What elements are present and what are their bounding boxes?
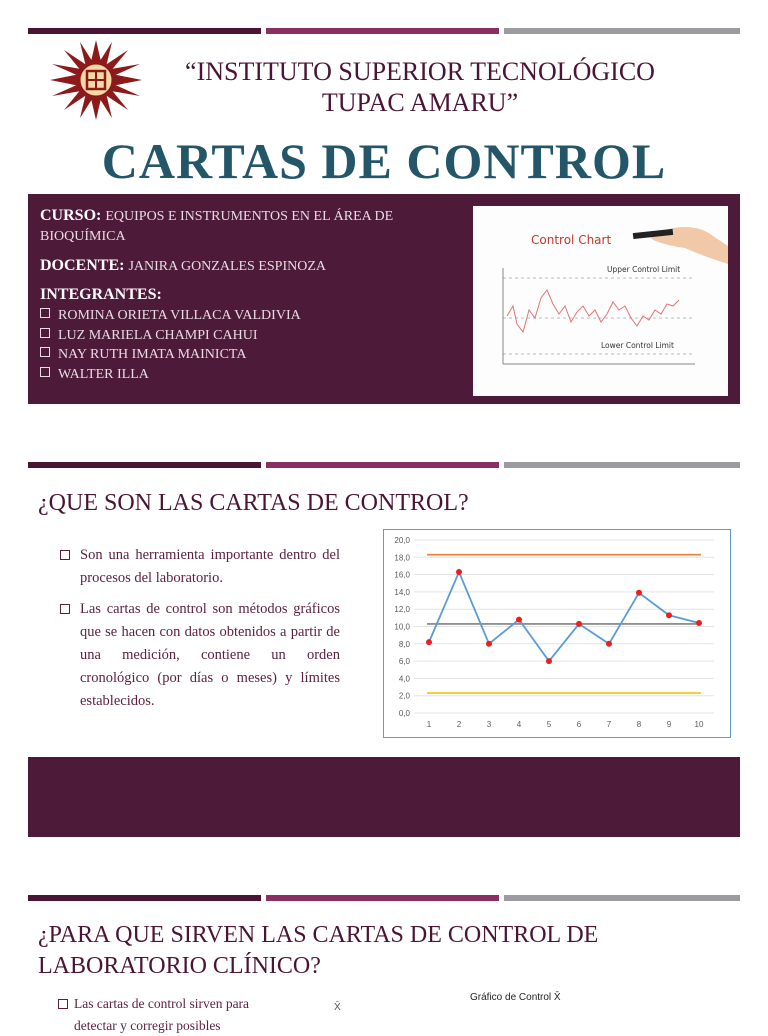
y-tick-label: 14,0	[394, 587, 410, 597]
section-divider-bars	[28, 462, 740, 468]
y-tick-label: 2,0	[398, 691, 410, 701]
lower-limit-label: Lower Control Limit	[601, 341, 674, 350]
institute-line-1: “INSTITUTO SUPERIOR TECNOLÓGICO	[185, 57, 655, 86]
control-chart	[383, 529, 731, 738]
empty-banner-band	[28, 757, 740, 837]
illustration-title: Control Chart	[531, 233, 612, 247]
member-item: LUZ MARIELA CHAMPI CAHUI	[40, 326, 460, 346]
y-tick-label: 4,0	[398, 674, 410, 684]
y-tick-label: 12,0	[394, 605, 410, 615]
y-tick-label: 18,0	[394, 553, 410, 563]
course-value: EQUIPOS E INSTRUMENTOS EN EL ÁREA DE BIOQUÍMICA	[40, 209, 394, 244]
x-tick-label: 8	[636, 720, 642, 729]
member-item: ROMINA ORIETA VILLACA VALDIVIA	[40, 306, 460, 326]
section-heading-purpose	[38, 920, 598, 982]
data-point	[576, 621, 582, 627]
section-divider-bars-2	[28, 895, 740, 901]
institute-line-2: TUPAC AMARU”	[321, 88, 519, 117]
upper-limit-label: Upper Control Limit	[607, 265, 681, 274]
data-point	[696, 620, 702, 626]
member-item: NAY RUTH IMATA MAINICTA	[40, 345, 460, 365]
members-label: INTEGRANTES:	[40, 286, 162, 303]
control-chart-svg	[384, 530, 730, 737]
section-heading-what: ¿QUE SON LAS CARTAS DE CONTROL?	[38, 490, 469, 516]
y-tick-label: 8,0	[398, 639, 410, 649]
data-point	[456, 569, 462, 575]
bullet-item: Son una herramienta importante dentro del procesos del laboratorio.	[58, 544, 340, 590]
course-info-panel	[28, 194, 740, 404]
bullet-continuation: detectar y corregir posibles	[74, 1018, 221, 1033]
definition-bullets	[58, 544, 340, 721]
data-point	[666, 612, 672, 618]
control-chart-illustration	[473, 206, 728, 396]
x-tick-label: 9	[666, 720, 672, 729]
y-tick-label: 6,0	[398, 657, 410, 667]
member-item: WALTER ILLA	[40, 365, 460, 385]
x-tick-label: 3	[486, 720, 492, 729]
course-line	[40, 206, 460, 246]
x-tick-label: 7	[606, 720, 612, 729]
teacher-label: DOCENTE:	[40, 257, 125, 274]
x-tick-label: 10	[694, 720, 704, 729]
institute-name	[150, 56, 690, 118]
data-point	[606, 641, 612, 647]
institute-logo	[48, 38, 144, 122]
y-tick-label: 0,0	[398, 709, 410, 718]
data-point	[486, 641, 492, 647]
y-tick-label: 16,0	[394, 570, 410, 580]
series-line	[429, 572, 699, 661]
page-title: CARTAS DE CONTROL	[101, 133, 667, 189]
x-tick-label: 2	[456, 720, 462, 729]
data-point	[636, 590, 642, 596]
y-tick-label: 20,0	[394, 536, 410, 545]
y-tick-label: 10,0	[394, 622, 410, 632]
bullet-item: Las cartas de control son métodos gráficos que se hacen con datos obtenidos a partir de una medición, contiene un orden cronológico (por días o meses) y límites establecidos.	[58, 598, 340, 713]
x-tick-label: 4	[516, 720, 522, 729]
teacher-value: JANIRA GONZALES ESPINOZA	[128, 259, 327, 274]
x-tick-label: 6	[576, 720, 582, 729]
data-point	[546, 658, 552, 664]
members-list	[40, 306, 460, 384]
bullet-item: Las cartas de control sirven para	[58, 994, 308, 1014]
x-bar-chart-title: Gráfico de Control X̄	[470, 992, 561, 1003]
purpose-bullets	[58, 994, 308, 1036]
x-tick-label: 5	[546, 720, 552, 729]
x-bar-axis-label: X̄	[334, 1002, 341, 1013]
teacher-line	[40, 256, 460, 276]
purpose-heading-line-2: LABORATORIO CLÍNICO?	[38, 953, 321, 979]
course-label: CURSO:	[40, 207, 102, 224]
top-divider-bars	[28, 28, 740, 34]
data-point	[516, 617, 522, 623]
data-point	[426, 639, 432, 645]
x-tick-label: 1	[426, 720, 432, 729]
purpose-heading-line-1: ¿PARA QUE SIRVEN LAS CARTAS DE CONTROL DE	[38, 922, 599, 948]
